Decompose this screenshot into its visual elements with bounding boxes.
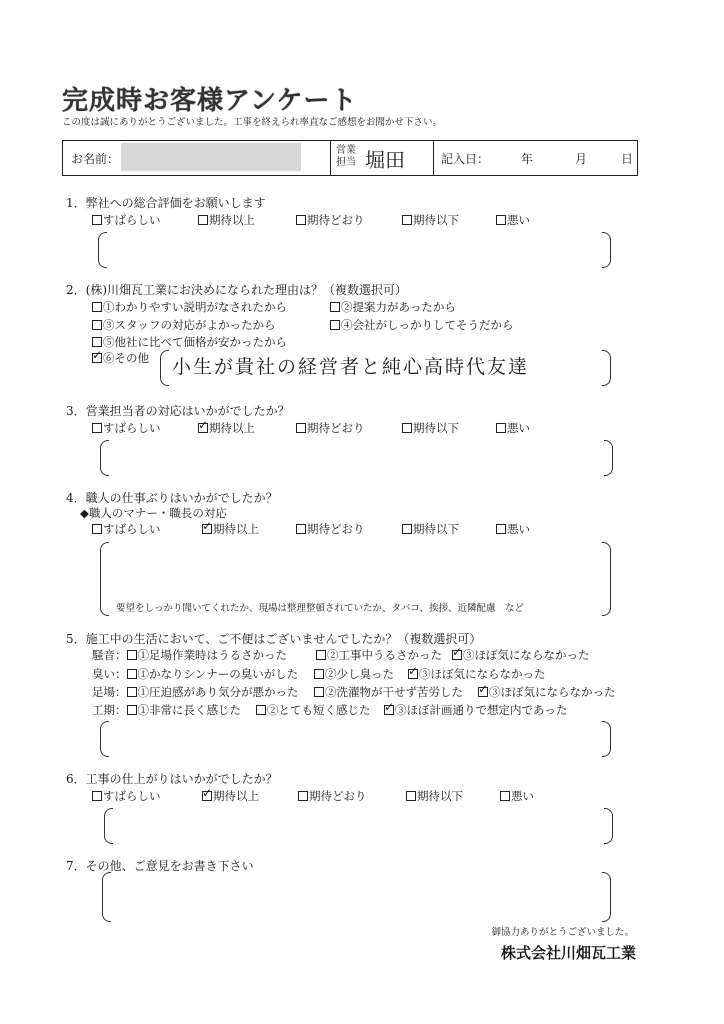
checkbox-checked[interactable] bbox=[202, 524, 212, 534]
q5-scaffold-row: 足場： ①圧迫感があり気分が悪かった bbox=[92, 685, 299, 699]
checkbox[interactable] bbox=[198, 215, 208, 225]
q6-opt-1[interactable]: すばらしい bbox=[92, 788, 161, 804]
q5-noise-3[interactable]: ✓ ③ほぼ気にならなかった bbox=[452, 647, 590, 663]
checkbox[interactable] bbox=[92, 524, 102, 534]
month-label: 月 bbox=[575, 152, 588, 166]
q2-reason-1[interactable]: ①わかりやすい説明がなされたから bbox=[92, 299, 287, 315]
q1-title: 1．弊社への総合評価をお願いします bbox=[66, 196, 266, 210]
checkbox-checked[interactable] bbox=[384, 705, 394, 715]
date-label: 記入日： bbox=[441, 152, 490, 166]
checkbox-checked[interactable] bbox=[92, 353, 102, 363]
q5-smell-3[interactable]: ✓ ③ほぼ気にならなかった bbox=[408, 666, 546, 682]
q5-comment-bracket-left bbox=[100, 721, 109, 757]
checkbox[interactable] bbox=[92, 302, 102, 312]
q4-title: 4．職人の仕事ぶりはいかがでしたか？ bbox=[66, 491, 278, 505]
q4-opt-4[interactable]: 期待以下 bbox=[402, 521, 459, 537]
checkbox[interactable] bbox=[402, 215, 412, 225]
q6-comment-bracket-right bbox=[604, 808, 613, 844]
q5-comment-bracket-right bbox=[602, 721, 611, 757]
checkbox[interactable] bbox=[496, 423, 506, 433]
q6-title: 6．工事の仕上がりはいかがでしたか？ bbox=[66, 772, 278, 786]
q5-scaffold-3[interactable]: ✓ ③ほぼ気にならなかった bbox=[478, 684, 616, 700]
q1-opt-3[interactable]: 期待どおり bbox=[296, 212, 365, 228]
checkbox[interactable] bbox=[298, 791, 308, 801]
checkbox[interactable] bbox=[314, 687, 324, 697]
q3-opt-1[interactable]: すばらしい bbox=[92, 420, 161, 436]
q6-opt-2[interactable]: ✓ 期待以上 bbox=[202, 788, 259, 804]
q6-comment-bracket-left bbox=[104, 808, 113, 844]
checkbox[interactable] bbox=[496, 215, 506, 225]
divider bbox=[330, 141, 331, 175]
q7-comment-bracket-right bbox=[602, 872, 611, 922]
q6-opt-3[interactable]: 期待どおり bbox=[298, 788, 367, 804]
checkbox[interactable] bbox=[296, 423, 306, 433]
checkbox-checked[interactable] bbox=[198, 423, 208, 433]
q4-opt-3[interactable]: 期待どおり bbox=[296, 521, 365, 537]
q2-title: 2．(株)川畑瓦工業にお決めになられた理由は？（複数選択可） bbox=[66, 283, 408, 297]
q5-smell-2[interactable]: ②少し臭った bbox=[314, 666, 394, 682]
q3-comment-bracket-left bbox=[100, 440, 109, 476]
page-title: 完成時お客様アンケート bbox=[62, 86, 358, 116]
q1-opt-2[interactable]: 期待以上 bbox=[198, 212, 255, 228]
q3-title: 3．営業担当者の対応はいかがでしたか？ bbox=[66, 404, 290, 418]
checkbox[interactable] bbox=[314, 669, 324, 679]
q6-opt-5[interactable]: 悪い bbox=[500, 788, 534, 804]
q2-reason-5[interactable]: ⑤他社に比べて価格が安かったから bbox=[92, 334, 287, 350]
checkbox[interactable] bbox=[127, 650, 137, 660]
checkbox[interactable] bbox=[92, 423, 102, 433]
checkbox[interactable] bbox=[296, 215, 306, 225]
checkbox[interactable] bbox=[127, 687, 137, 697]
q3-opt-3[interactable]: 期待どおり bbox=[296, 420, 365, 436]
year-label: 年 bbox=[521, 152, 534, 166]
checkbox-checked[interactable] bbox=[408, 669, 418, 679]
q5-title: 5．施工中の生活において、ご不便はございませんでしたか？（複数選択可） bbox=[66, 632, 482, 646]
q4-comment-bracket-right bbox=[602, 542, 611, 616]
checkbox-checked[interactable] bbox=[452, 650, 462, 660]
q2-other-bracket-left bbox=[160, 350, 169, 386]
q2-other-bracket-right bbox=[602, 350, 611, 386]
q5-period-2[interactable]: ②とても短く感じた bbox=[256, 702, 371, 718]
checkbox[interactable] bbox=[402, 524, 412, 534]
checkbox[interactable] bbox=[402, 423, 412, 433]
q4-opt-2[interactable]: ✓ 期待以上 bbox=[202, 521, 259, 537]
q5-noise-row: 騒音： ①足場作業時はうるさかった bbox=[92, 648, 287, 662]
info-box bbox=[62, 140, 638, 176]
checkbox[interactable] bbox=[127, 669, 137, 679]
checkbox[interactable] bbox=[316, 650, 326, 660]
q4-comment-bracket-left bbox=[100, 542, 109, 616]
checkbox[interactable] bbox=[92, 215, 102, 225]
checkbox[interactable] bbox=[127, 705, 137, 715]
q4-subtitle: ◆職人のマナー・職長の対応 bbox=[80, 506, 227, 520]
checkbox-checked[interactable] bbox=[202, 791, 212, 801]
checkbox[interactable] bbox=[296, 524, 306, 534]
q4-hint: 要望をしっかり聞いてくれたか、現場は整理整頓されていたか、タバコ、挨拶、近隣配慮 など bbox=[116, 603, 525, 614]
divider bbox=[433, 141, 434, 175]
checkbox-checked[interactable] bbox=[478, 687, 488, 697]
checkbox[interactable] bbox=[330, 302, 340, 312]
q7-title: 7．その他、ご意見をお書き下さい bbox=[66, 859, 254, 873]
q4-opt-1[interactable]: すばらしい bbox=[92, 521, 161, 537]
checkbox[interactable] bbox=[496, 524, 506, 534]
q1-opt-1[interactable]: すばらしい bbox=[92, 212, 161, 228]
intro-text: この度は誠にありがとうございました。工事を終えられ率直なご感想をお聞かせ下さい。 bbox=[62, 117, 443, 128]
checkbox[interactable] bbox=[92, 337, 102, 347]
q1-comment-bracket-right bbox=[602, 232, 611, 268]
checkbox[interactable] bbox=[92, 791, 102, 801]
q1-opt-4[interactable]: 期待以下 bbox=[402, 212, 459, 228]
q3-opt-4[interactable]: 期待以下 bbox=[402, 420, 459, 436]
q3-opt-2[interactable]: ✓ 期待以上 bbox=[198, 420, 255, 436]
q7-comment-bracket-left bbox=[102, 872, 111, 922]
q2-reason-2[interactable]: ②提案力があったから bbox=[330, 299, 456, 315]
q1-opt-5[interactable]: 悪い bbox=[496, 212, 530, 228]
q2-other-text[interactable]: 小生が貴社の経営者と純心高時代友達 bbox=[172, 356, 530, 378]
checkbox[interactable] bbox=[330, 320, 340, 330]
q5-noise-2[interactable]: ②工事中うるさかった bbox=[316, 647, 442, 663]
q5-scaffold-2[interactable]: ②洗濯物が干せず苦労した bbox=[314, 684, 463, 700]
q6-opt-4[interactable]: 期待以下 bbox=[406, 788, 463, 804]
q2-reason-3[interactable]: ③スタッフの対応がよかったから bbox=[92, 317, 276, 333]
checkbox[interactable] bbox=[256, 705, 266, 715]
q5-period-row: 工期： ①非常に長く感じた bbox=[92, 703, 241, 717]
sales-name[interactable]: 堀田 bbox=[365, 148, 405, 172]
checkbox[interactable] bbox=[92, 320, 102, 330]
thanks-text: 御協力ありがとうございました。 bbox=[491, 927, 634, 938]
q2-reason-6[interactable]: ✓⑥その他 bbox=[92, 350, 149, 366]
sales-label: 営業 担当 bbox=[336, 145, 356, 168]
day-label: 日 bbox=[621, 152, 634, 166]
company-name: 株式会社川畑瓦工業 bbox=[500, 944, 636, 962]
checkbox[interactable] bbox=[406, 791, 416, 801]
name-label: お名前： bbox=[71, 152, 120, 166]
name-field-redacted[interactable] bbox=[121, 143, 301, 171]
q1-comment-bracket-left bbox=[98, 232, 107, 268]
q3-comment-bracket-right bbox=[604, 440, 613, 476]
q5-period-3[interactable]: ✓ ③ほぼ計画通りで想定内であった bbox=[384, 702, 567, 718]
q4-opt-5[interactable]: 悪い bbox=[496, 521, 530, 537]
q2-reason-4[interactable]: ④会社がしっかりしてそうだから bbox=[330, 317, 514, 333]
q5-smell-row: 臭い： ①かなりシンナーの臭いがした bbox=[92, 667, 299, 681]
checkbox[interactable] bbox=[500, 791, 510, 801]
q3-opt-5[interactable]: 悪い bbox=[496, 420, 530, 436]
